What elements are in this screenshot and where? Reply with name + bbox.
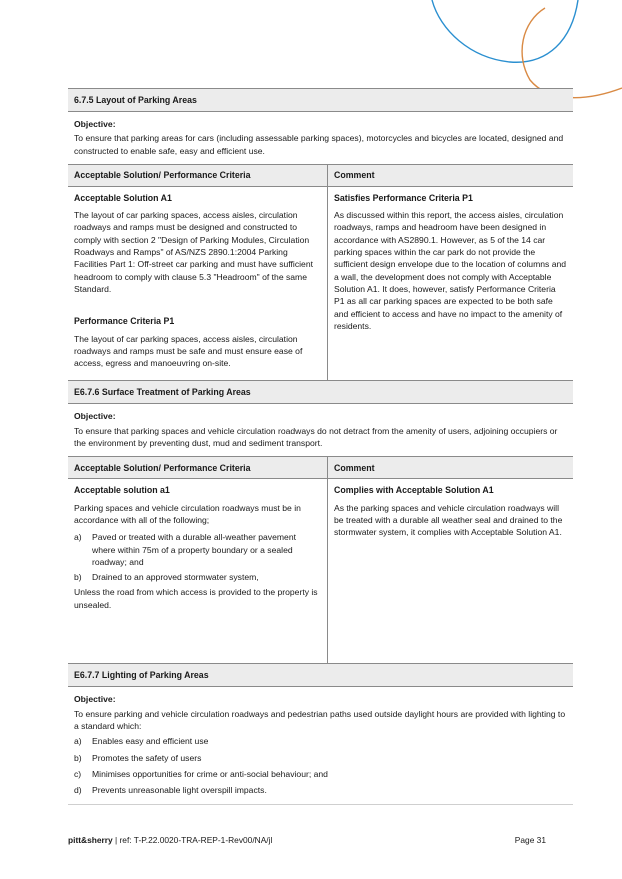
footer-ref-line xyxy=(68,834,272,846)
comment-text: As the parking spaces and vehicle circulation roadways will be treated with a durable all weather seal and drained to the stormwater system, it complies with Acceptable Solution A1. xyxy=(334,502,563,538)
performance-criteria-p1-text: The layout of car parking spaces, access aisles, circulation roadways and ramps must be safe and must ensure ease of access, egress and manoeuvring on-site. xyxy=(74,333,303,369)
section-heading-6-7-5: 6.7.5 Layout of Parking Areas xyxy=(68,88,573,112)
acceptable-solution-intro: Parking spaces and vehicle circulation roadways must be in accordance with all of the following; xyxy=(74,502,301,525)
criteria-cell xyxy=(68,186,328,380)
acceptable-solution-a1-title: Acceptable solution a1 xyxy=(74,485,170,496)
section-heading-e6-7-6: E6.7.6 Surface Treatment of Parking Areas xyxy=(68,380,573,404)
list-text: Paved or treated with a durable all-weather pavement where within 75m of a property boundary or a sealed roadway; and xyxy=(92,532,296,567)
list-marker: b) xyxy=(74,572,82,583)
acceptable-solution-outro: Unless the road from which access is provided to the property is unsealed. xyxy=(74,587,318,610)
criteria-table-6-7-5 xyxy=(68,164,573,381)
list-item xyxy=(74,531,321,568)
brand-name: pitt&sherry xyxy=(68,835,113,845)
comment-text: As discussed within this report, the access aisles, circulation roadways, ramps and headroom have been designed in accordance with AS2890.1. However, as 5 of the 14 car parking spaces within the car park do not provide the sufficient design envelope due to the location of columns and a wall, the development does not comply with Acceptable Solution A1. It does, however, satisfy Performance Criteria P1 as all car parking spaces are expected to be both safe and efficient to access and have no impact to the amenity of residents. xyxy=(334,210,567,331)
objective-text: To ensure parking and vehicle circulation roadways and pedestrian paths used outside daylight hours are provided with lighting to a standard which: xyxy=(74,708,566,731)
objective-label: Objective: xyxy=(74,694,116,705)
list-marker: d) xyxy=(74,785,82,796)
comment-title: Complies with Acceptable Solution A1 xyxy=(334,485,494,496)
col-header-criteria: Acceptable Solution/ Performance Criteria xyxy=(68,164,328,186)
criteria-table-e6-7-6 xyxy=(68,456,573,663)
comment-cell xyxy=(328,186,574,380)
objective-label: Objective: xyxy=(74,411,116,422)
performance-criteria-p1-title: Performance Criteria P1 xyxy=(74,316,175,327)
list-text: Prevents unreasonable light overspill impacts. xyxy=(92,785,267,796)
document-body xyxy=(68,88,573,807)
list-item xyxy=(74,784,567,796)
objective-text: To ensure that parking spaces and vehicle circulation roadways do not detract from the amenity of users, adjoining occupiers or the environment by preventing dust, mud and sediment transport. xyxy=(74,425,558,449)
section-heading-e6-7-7: E6.7.7 Lighting of Parking Areas xyxy=(68,663,573,687)
list-text: Promotes the safety of users xyxy=(92,752,202,763)
list-text: Enables easy and efficient use xyxy=(92,736,209,747)
col-header-criteria: Acceptable Solution/ Performance Criteria xyxy=(68,457,328,479)
objective-label: Objective: xyxy=(74,119,116,129)
blue-circle-arc xyxy=(432,0,578,62)
page-footer xyxy=(68,834,546,846)
list-text: Drained to an approved stormwater system, xyxy=(92,572,259,583)
acceptable-solution-a1-text: The layout of car parking spaces, access aisles, circulation roadways and ramps must be designed and constructed to comply with section 2 "Design of Parking Modules, Circulation Roadways and Ramps" of AS/NZS 2890.1:2004 Parking Facilities Part 1: Off-street car parking and must have sufficient headroom to comply with clause 5.3 "Headroom" of the same Standard. xyxy=(74,210,313,294)
list-item xyxy=(74,768,567,780)
list-marker: b) xyxy=(74,752,82,763)
col-header-comment: Comment xyxy=(328,164,574,186)
list-item xyxy=(74,735,567,747)
acceptable-solution-a1-title: Acceptable Solution A1 xyxy=(74,192,172,203)
objective-e6-7-7 xyxy=(68,687,573,807)
objective-text: To ensure that parking areas for cars (including assessable parking spaces), motorcycles and bicycles are located, designed and constructed to enable safe, easy and efficient use. xyxy=(74,133,564,156)
list-item xyxy=(74,571,321,583)
list-marker: a) xyxy=(74,532,82,543)
comment-title: Satisfies Performance Criteria P1 xyxy=(334,192,473,203)
criteria-cell xyxy=(68,479,328,664)
objective-e6-7-6 xyxy=(68,404,573,456)
list-marker: a) xyxy=(74,736,82,747)
footer-divider xyxy=(68,804,573,805)
col-header-comment: Comment xyxy=(328,457,574,479)
list-marker: c) xyxy=(74,768,82,779)
page-number: Page 31 xyxy=(514,835,546,845)
document-reference: | ref: T-P.22.0020-TRA-REP-1-Rev00/NA/jl xyxy=(112,835,273,845)
comment-cell xyxy=(328,479,574,664)
objective-6-7-5 xyxy=(68,112,573,164)
list-item xyxy=(74,752,567,764)
list-text: Minimises opportunities for crime or anti-social behaviour; and xyxy=(92,768,328,779)
